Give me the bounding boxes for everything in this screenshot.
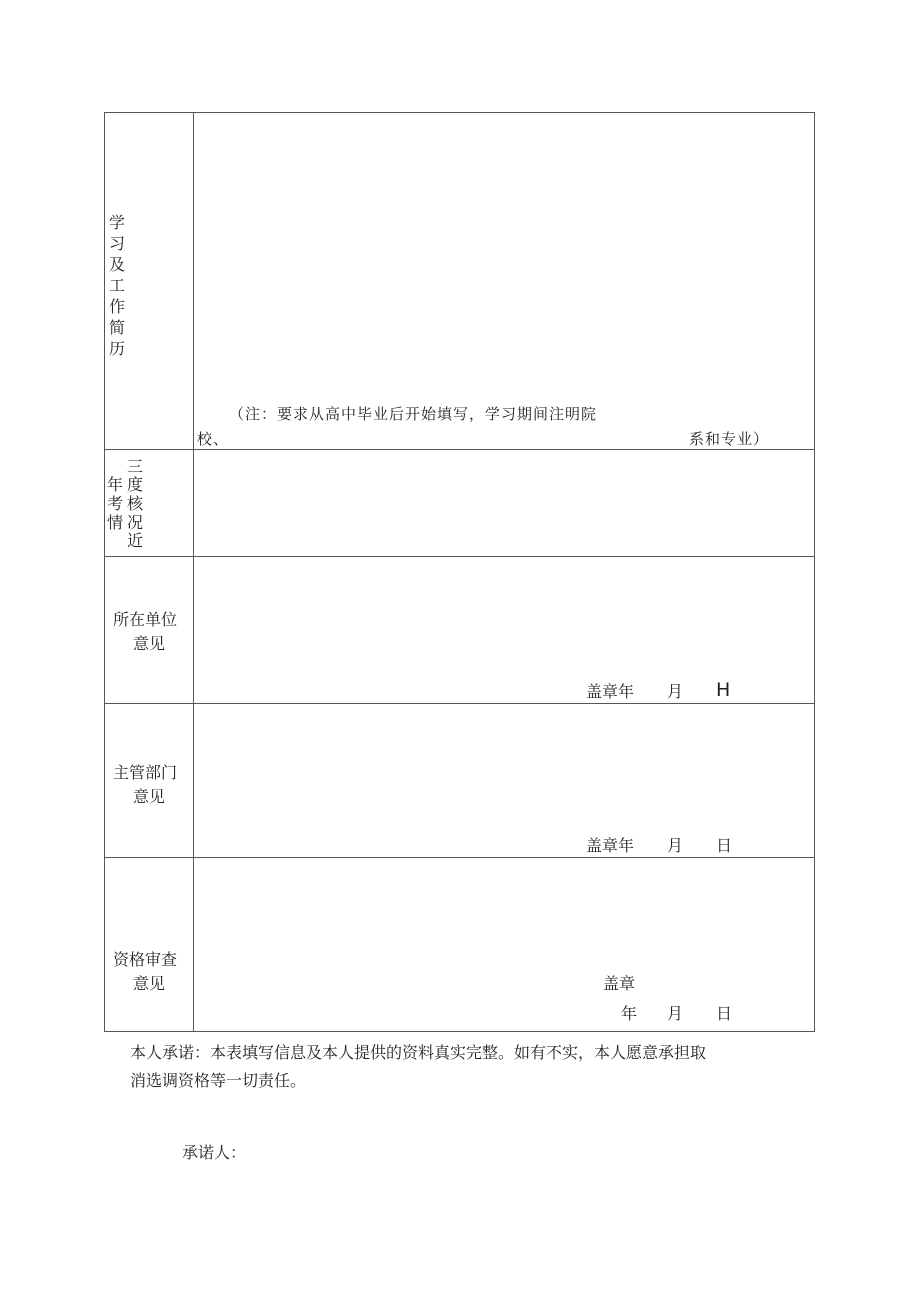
row-divider-4 — [105, 857, 814, 858]
row-divider-1 — [105, 449, 814, 450]
dept-month: 月 — [667, 836, 684, 855]
dept-stamp-year: 盖章年 — [586, 836, 635, 855]
resume-label-char: 工 — [109, 276, 126, 295]
pledge-line2: 消选调资格等一切责任。 — [130, 1071, 307, 1090]
application-form-table — [104, 112, 815, 1032]
dept-day: 日 — [716, 836, 733, 855]
assessment-label-char: 核 — [127, 494, 144, 513]
pledge-line1: 本人承诺：本表填写信息及本人提供的资料真实完整。如有不实，本人愿意承担取 — [130, 1043, 707, 1062]
review-month: 月 — [667, 1004, 684, 1023]
review-day: 日 — [716, 1004, 733, 1023]
review-stamp: 盖章 — [603, 974, 636, 993]
assessment-label-char: 情 — [107, 513, 124, 532]
resume-label-char: 历 — [109, 339, 126, 358]
assessment-label-char: 近 — [127, 531, 144, 550]
review-label-line1: 资格审查 — [113, 950, 178, 969]
review-label-line2: 意见 — [133, 974, 166, 993]
unit-month: 月 — [667, 682, 684, 701]
resume-label-char: 习 — [109, 234, 126, 253]
dept-label-line1: 主管部门 — [113, 763, 178, 782]
assessment-label-char: 况 — [127, 513, 144, 532]
assessment-label-char: 三 — [127, 457, 144, 476]
resume-label-char: 简 — [109, 318, 126, 337]
resume-note-line2-left: 校、 — [197, 430, 230, 448]
resume-note-line2-right: 系和专业） — [689, 430, 770, 448]
dept-label-line2: 意见 — [133, 787, 166, 806]
unit-label-line1: 所在单位 — [113, 610, 178, 629]
resume-note-line1: （注：要求从高中毕业后开始填写，学习期间注明院 — [229, 405, 598, 423]
row-divider-3 — [105, 703, 814, 704]
row-divider-2 — [105, 556, 814, 557]
resume-label-char: 及 — [109, 255, 126, 274]
assessment-label-char: 年 — [107, 475, 124, 494]
review-year: 年 — [621, 1004, 638, 1023]
unit-stamp-year: 盖章年 — [586, 682, 635, 701]
assessment-label-char: 度 — [127, 475, 144, 494]
resume-label-char: 学 — [109, 213, 126, 232]
resume-label-char: 作 — [109, 297, 126, 316]
assessment-label-char: 考 — [107, 494, 124, 513]
pledge-signer-label: 承诺人： — [182, 1143, 247, 1162]
unit-label-line2: 意见 — [133, 634, 166, 653]
unit-day: H — [716, 679, 731, 701]
